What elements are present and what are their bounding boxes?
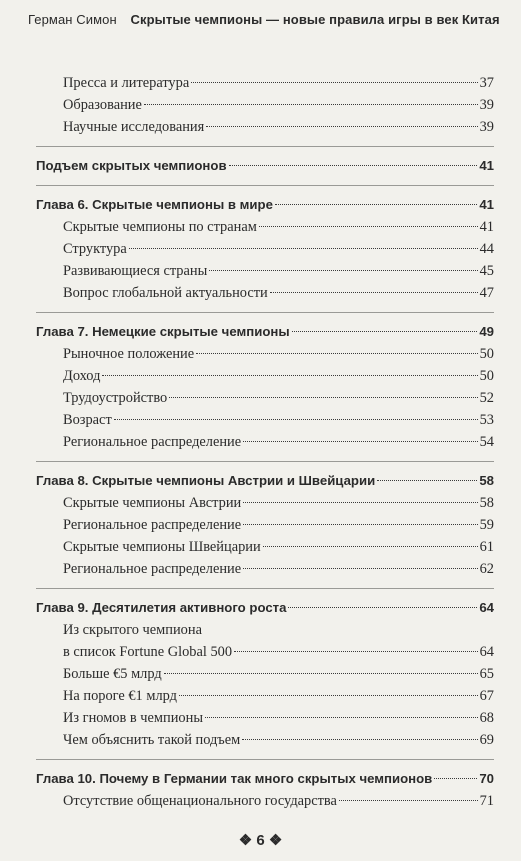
toc-section-entry[interactable] — [36, 116, 494, 138]
toc-entry-title: Рыночное положение — [63, 346, 195, 362]
toc-entry-title: Региональное распределение — [63, 517, 242, 533]
toc-page-number: 71 — [479, 793, 494, 809]
section-divider — [36, 588, 494, 589]
toc-entry-title: Скрытые чемпионы по странам — [63, 219, 257, 235]
toc-page-number: 64 — [479, 600, 494, 615]
toc-section-entry[interactable] — [36, 216, 494, 238]
dot-leader — [275, 204, 477, 205]
toc-entry-title: Чем объяснить такой подъем — [63, 732, 241, 748]
dot-leader — [129, 248, 478, 249]
toc-section-entry[interactable] — [36, 409, 494, 431]
toc-chapter-entry[interactable] — [36, 194, 494, 216]
toc-page-number: 50 — [479, 346, 494, 362]
toc-page-number: 53 — [479, 412, 494, 428]
toc-section-entry[interactable] — [36, 514, 494, 536]
toc-entry-title: Подъем скрытых чемпионов — [36, 158, 227, 173]
toc-page-number: 70 — [479, 771, 494, 786]
toc-page-number: 41 — [479, 197, 494, 212]
dot-leader — [209, 270, 477, 271]
toc-page-number: 37 — [479, 75, 494, 91]
toc-section-entry[interactable] — [36, 558, 494, 580]
toc-page-number: 47 — [479, 285, 494, 301]
dot-leader — [206, 126, 477, 127]
toc-section-entry[interactable] — [36, 343, 494, 365]
toc-section-entry[interactable] — [36, 685, 494, 707]
section-divider — [36, 461, 494, 462]
toc-section-entry[interactable] — [36, 663, 494, 685]
toc-entry-title: Глава 6. Скрытые чемпионы в мире — [36, 197, 273, 212]
toc-entry-title: Глава 10. Почему в Германии так много скрытых чемпионов — [36, 771, 433, 786]
toc-page-number: 50 — [479, 368, 494, 384]
dot-leader — [243, 502, 477, 503]
toc-entry-title: Региональное распределение — [63, 561, 242, 577]
toc-section-entry[interactable] — [36, 387, 494, 409]
toc-page-number: 64 — [479, 644, 494, 660]
toc-chapter-entry[interactable] — [36, 321, 494, 343]
header-author: Герман Симон — [28, 12, 117, 27]
toc-entry-title: Глава 8. Скрытые чемпионы Австрии и Швейцарии — [36, 473, 376, 488]
toc-page-number: 52 — [479, 390, 494, 406]
toc-page-number: 69 — [479, 732, 494, 748]
dot-leader — [243, 441, 477, 442]
toc-chapter-entry[interactable] — [36, 470, 494, 492]
dot-leader — [114, 419, 478, 420]
toc-entry-title: Научные исследования — [63, 119, 205, 135]
toc-section-entry[interactable] — [36, 365, 494, 387]
section-divider — [36, 759, 494, 760]
toc-entry-title: Скрытые чемпионы Швейцарии — [63, 539, 261, 555]
dot-leader — [234, 651, 478, 652]
section-divider — [36, 312, 494, 313]
toc-section-entry[interactable] — [36, 94, 494, 116]
dot-leader — [263, 546, 478, 547]
dot-leader — [179, 695, 478, 696]
toc-section-entry[interactable] — [36, 641, 494, 663]
section-divider — [36, 185, 494, 186]
toc-entry-title: Больше €5 млрд — [63, 666, 162, 682]
section-divider — [36, 146, 494, 147]
dot-leader — [292, 331, 478, 332]
dot-leader — [377, 480, 477, 481]
toc-section-entry[interactable] — [36, 431, 494, 453]
toc-page-number: 44 — [479, 241, 494, 257]
dot-leader — [434, 778, 477, 779]
toc-page-number: 62 — [479, 561, 494, 577]
header-book-title: Скрытые чемпионы — новые правила игры в век Китая — [130, 12, 500, 27]
toc-entry-title: Возраст — [63, 412, 112, 428]
toc-entry-title: Отсутствие общенационального государства — [63, 793, 337, 809]
dot-leader — [242, 739, 477, 740]
toc-page-number: 41 — [479, 158, 494, 173]
dot-leader — [243, 524, 477, 525]
toc-entry-title: На пороге €1 млрд — [63, 688, 177, 704]
toc-section-entry[interactable] — [36, 790, 494, 812]
dot-leader — [339, 800, 478, 801]
toc-page-number: 39 — [479, 97, 494, 113]
toc-entry-title: Вопрос глобальной актуальности — [63, 285, 268, 301]
toc-entry-title: Развивающиеся страны — [63, 263, 208, 279]
toc-entry-title: в список Fortune Global 500 — [63, 644, 233, 660]
dot-leader — [102, 375, 477, 376]
toc-chapter-entry[interactable] — [36, 597, 494, 619]
toc-entry-title: Трудоустройство — [63, 390, 168, 406]
toc-entry-title: Скрытые чемпионы Австрии — [63, 495, 242, 511]
toc-page-number: 41 — [479, 219, 494, 235]
toc-page-number: 58 — [479, 495, 494, 511]
dot-leader — [169, 397, 477, 398]
toc-entry-title: Из гномов в чемпионы — [63, 710, 203, 726]
toc-entry-title: Доход — [63, 368, 101, 384]
toc-page-number: 65 — [479, 666, 494, 682]
dot-leader — [288, 607, 477, 608]
page-number: ❖ 6 ❖ — [238, 832, 283, 849]
dot-leader — [243, 568, 477, 569]
dot-leader — [164, 673, 478, 674]
toc-chapter-entry[interactable] — [36, 155, 494, 177]
toc-page-number: 67 — [479, 688, 494, 704]
toc-entry-title: Структура — [63, 241, 127, 257]
toc-entry-title: Глава 9. Десятилетия активного роста — [36, 600, 287, 615]
toc-section-entry[interactable] — [36, 536, 494, 558]
toc-page-number: 58 — [479, 473, 494, 488]
toc-section-entry[interactable] — [36, 492, 494, 514]
toc-entry-title: Образование — [63, 97, 142, 113]
toc-entry-title: Из скрытого чемпиона — [63, 622, 202, 638]
toc-section-entry[interactable] — [36, 729, 494, 751]
dot-leader — [205, 717, 478, 718]
dot-leader — [144, 104, 478, 105]
dot-leader — [229, 165, 478, 166]
toc-entry-title: Региональное распределение — [63, 434, 242, 450]
toc-chapter-entry[interactable] — [36, 768, 494, 790]
dot-leader — [259, 226, 478, 227]
toc-page-number: 59 — [479, 517, 494, 533]
running-header — [28, 12, 501, 27]
toc-section-entry[interactable] — [36, 260, 494, 282]
dot-leader — [196, 353, 477, 354]
toc-entry-title: Глава 7. Немецкие скрытые чемпионы — [36, 324, 290, 339]
dot-leader — [191, 82, 477, 83]
toc-page-number: 39 — [479, 119, 494, 135]
toc-page-number: 68 — [479, 710, 494, 726]
toc-entry-title: Пресса и литература — [63, 75, 190, 91]
toc-section-entry[interactable] — [36, 72, 494, 94]
toc-section-entry[interactable] — [36, 619, 494, 641]
toc-page-number: 54 — [479, 434, 494, 450]
toc-page-number: 61 — [479, 539, 494, 555]
toc-section-entry[interactable] — [36, 282, 494, 304]
toc-section-entry[interactable] — [36, 707, 494, 729]
toc-page-number: 49 — [479, 324, 494, 339]
table-of-contents — [36, 72, 494, 812]
dot-leader — [270, 292, 478, 293]
toc-section-entry[interactable] — [36, 238, 494, 260]
toc-page-number: 45 — [479, 263, 494, 279]
